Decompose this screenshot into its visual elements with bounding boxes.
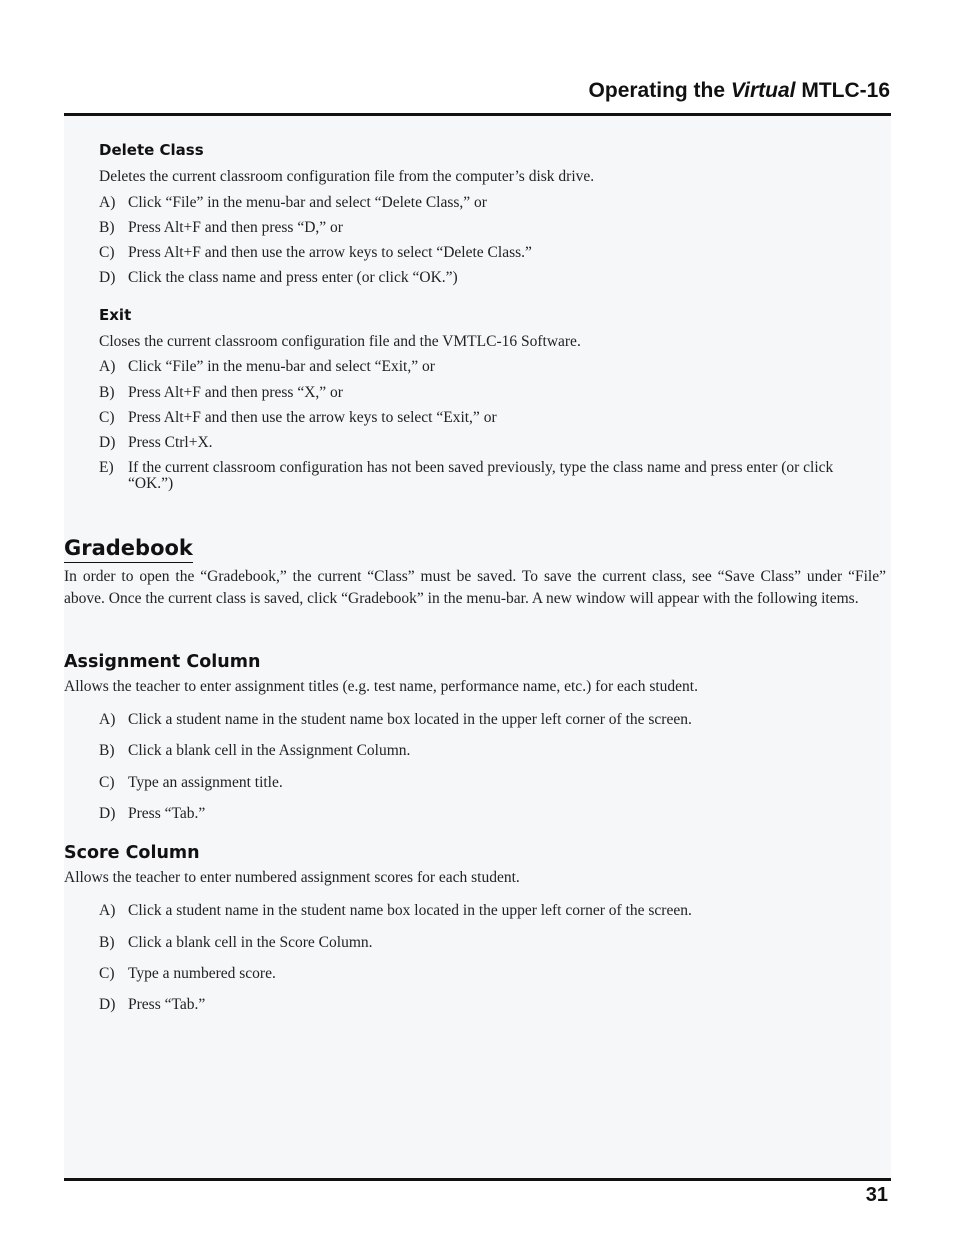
list-item	[99, 410, 879, 426]
list-text: Press Alt+F and then press “X,” or	[128, 384, 343, 401]
list-letter: C)	[99, 965, 115, 982]
list-text: Click the class name and press enter (or click “OK.”)	[128, 269, 458, 286]
list-item	[99, 712, 879, 728]
list-text: Press Alt+F and then use the arrow keys to select “Delete Class.”	[128, 244, 532, 261]
list-text: Click a student name in the student name box located in the upper left corner of the screen.	[128, 902, 692, 919]
header-suffix: MTLC-16	[801, 79, 890, 102]
list-text: Press Alt+F and then press “D,” or	[128, 219, 343, 236]
list-letter: E)	[99, 459, 114, 476]
list-text: Press “Tab.”	[128, 996, 206, 1013]
list-letter: C)	[99, 244, 115, 261]
list-item	[99, 997, 879, 1013]
gradebook-intro: In order to open the “Gradebook,” the current “Class” must be saved. To save the current class, see “Save Class” under “File” above. Once the current class is saved, click “Gradebook” in the menu-bar. A new window will appear with the following items.	[64, 568, 886, 607]
header-rule	[64, 113, 891, 116]
list-text: If the current classroom configuration has not been saved previously, type the class name and press enter (or click “OK.”)	[128, 459, 834, 492]
exit-description: Closes the current classroom configuration file and the VMTLC-16 Software.	[99, 333, 581, 350]
list-letter: B)	[99, 742, 115, 759]
list-letter: A)	[99, 358, 116, 375]
list-item	[99, 966, 879, 982]
list-letter: C)	[99, 409, 115, 426]
list-letter: C)	[99, 774, 115, 791]
list-letter: D)	[99, 434, 116, 451]
header-italic: Virtual	[730, 79, 796, 102]
list-item	[99, 359, 879, 375]
exit-heading: Exit	[99, 306, 132, 324]
footer-rule	[64, 1178, 891, 1181]
list-text: Click a blank cell in the Score Column.	[128, 934, 373, 951]
list-text: Click a blank cell in the Assignment Column.	[128, 742, 411, 759]
list-text: Press Ctrl+X.	[128, 434, 213, 451]
assignment-column-heading: Assignment Column	[64, 652, 261, 672]
list-text: Click a student name in the student name box located in the upper left corner of the screen.	[128, 711, 692, 728]
list-item	[99, 385, 879, 401]
list-letter: B)	[99, 219, 115, 236]
score-column-description: Allows the teacher to enter numbered assignment scores for each student.	[64, 869, 520, 886]
list-text: Click “File” in the menu-bar and select “Delete Class,” or	[128, 194, 487, 211]
list-item	[99, 220, 879, 236]
list-letter: A)	[99, 902, 116, 919]
list-text: Type an assignment title.	[128, 774, 283, 791]
list-item	[99, 195, 879, 211]
list-item	[99, 775, 879, 791]
list-item	[99, 460, 879, 492]
list-item	[99, 903, 879, 919]
list-text: Press “Tab.”	[128, 805, 206, 822]
list-text: Click “File” in the menu-bar and select “Exit,” or	[128, 358, 435, 375]
list-letter: D)	[99, 269, 116, 286]
list-letter: B)	[99, 934, 115, 951]
list-item	[99, 743, 879, 759]
list-letter: B)	[99, 384, 115, 401]
list-item	[99, 435, 879, 451]
delete-class-description: Deletes the current classroom configuration file from the computer’s disk drive.	[99, 168, 595, 185]
delete-class-heading: Delete Class	[99, 141, 204, 159]
list-letter: D)	[99, 996, 116, 1013]
list-item	[99, 270, 879, 286]
list-text: Type a numbered score.	[128, 965, 276, 982]
list-letter: A)	[99, 194, 116, 211]
list-item	[99, 935, 879, 951]
page-number: 31	[865, 1184, 888, 1206]
list-letter: D)	[99, 805, 116, 822]
list-item	[99, 245, 879, 261]
list-item	[99, 806, 879, 822]
page-header-title	[589, 79, 890, 103]
list-text: Press Alt+F and then use the arrow keys to select “Exit,” or	[128, 409, 497, 426]
gradebook-heading: Gradebook	[64, 534, 193, 563]
assignment-column-description: Allows the teacher to enter assignment titles (e.g. test name, performance name, etc.) for each student.	[64, 678, 698, 695]
score-column-heading: Score Column	[64, 843, 200, 863]
list-letter: A)	[99, 711, 116, 728]
header-prefix: Operating the	[588, 79, 726, 102]
